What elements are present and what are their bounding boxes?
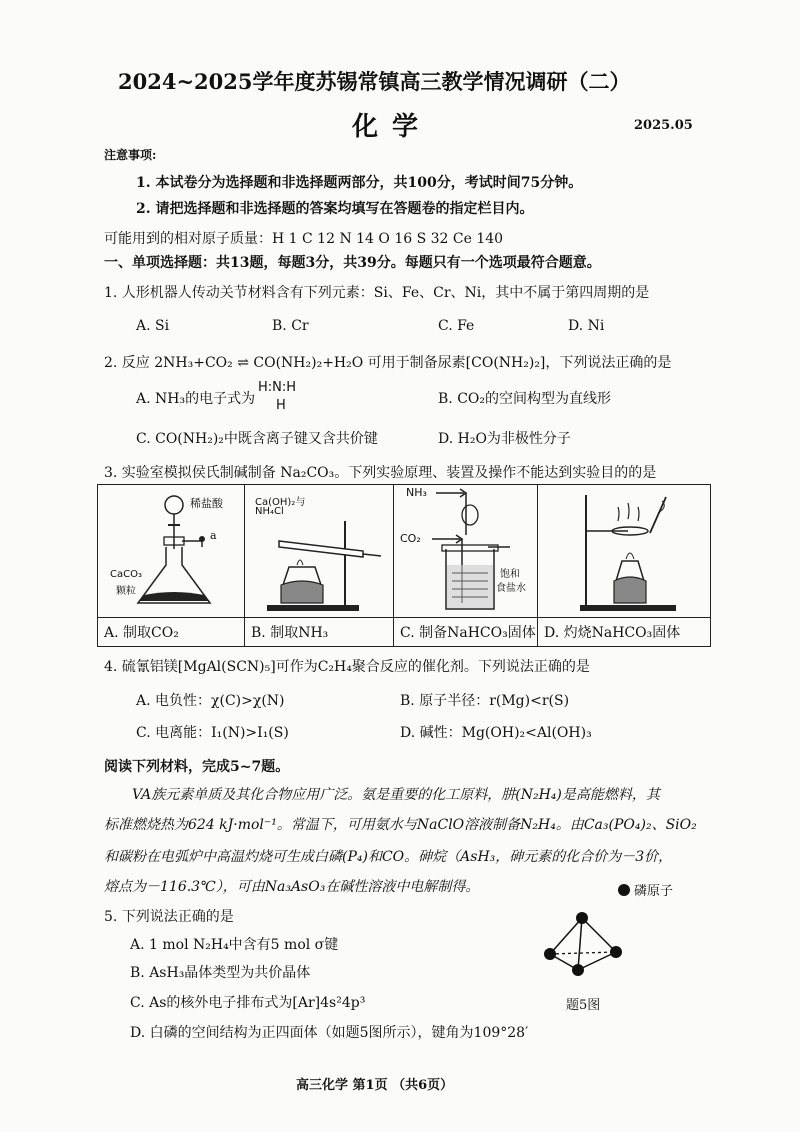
q1-option-c: C. Fe — [438, 318, 475, 334]
q1-option-a: A. Si — [136, 318, 170, 334]
notes-heading: 注意事项: — [104, 148, 157, 162]
q2-option-a: A. NH₃的电子式为 — [136, 391, 256, 407]
q4-option-a: A. 电负性：χ(C)>χ(N) — [136, 693, 285, 709]
q5-option-a: A. 1 mol N₂H₄中含有5 mol σ键 — [130, 937, 339, 953]
q3-apparatus-table — [97, 484, 711, 647]
legend-label: 磷原子 — [634, 884, 674, 899]
apparatus-d — [538, 485, 710, 617]
apparatus-a — [98, 485, 244, 617]
calcination-diagram — [538, 485, 710, 617]
q5-option-b: B. AsH₃晶体类型为共价晶体 — [130, 965, 311, 981]
q1-stem: 1. 人形机器人传动关节材料含有下列元素：Si、Fe、Cr、Ni，其中不属于第四周期的是 — [104, 285, 650, 301]
nahco3-preparation-diagram — [394, 485, 537, 617]
apparatus-b — [245, 485, 393, 617]
caption-d: D. 灼烧NaHCO₃固体 — [538, 618, 711, 647]
q1-option-b: B. Cr — [272, 318, 309, 334]
label-co2-inlet: CO₂ — [400, 532, 421, 545]
label-nh4cl: NH₄Cl — [255, 506, 284, 517]
subject-title: 化学 — [352, 112, 433, 142]
exam-date: 2025.05 — [634, 118, 693, 133]
label-saturated: 饱和 — [500, 569, 520, 580]
note-item-1: 1. 本试卷分为选择题和非选择题两部分，共100分，考试时间75分钟。 — [136, 175, 583, 191]
note-item-2: 2. 请把选择题和非选择题的答案均填写在答题卷的指定栏目内。 — [136, 201, 534, 217]
label-granules: 颗粒 — [116, 586, 136, 597]
label-caoh2: Ca(OH)₂与 — [255, 497, 306, 508]
q5-option-c: C. As的核外电子排布式为[Ar]4s²4p³ — [130, 995, 366, 1011]
q4-option-c: C. 电离能：I₁(N)>I₁(S) — [136, 725, 289, 741]
reading-line-3: 和碳粉在电弧炉中高温灼烧可生成白磷(P₄)和CO。砷烷（AsH₃，砷元素的化合价为－3价， — [104, 849, 673, 865]
reading-line-4: 熔点为－116.3℃），可由Na₃AsO₃在碱性溶液中电解制得。 — [104, 879, 480, 895]
label-port-a: a — [210, 529, 217, 542]
legend-atom-icon — [618, 884, 630, 896]
caption-b: B. 制取NH₃ — [245, 618, 394, 647]
label-dilute-hcl: 稀盐酸 — [190, 497, 223, 510]
q2-stem: 2. 反应 2NH₃+CO₂ ⇌ CO(NH₂)₂+H₂O 可用于制备尿素[CO(NH₂)₂]，下列说法正确的是 — [104, 355, 672, 371]
nh3-electron-formula: H:N:H — [258, 380, 297, 395]
label-nh3-inlet: NH₃ — [406, 486, 427, 499]
label-brine: 食盐水 — [496, 583, 526, 594]
q5-stem: 5. 下列说法正确的是 — [104, 909, 234, 925]
atomic-mass-line: 可能用到的相对原子质量：H 1 C 12 N 14 O 16 S 32 Ce 140 — [104, 231, 504, 247]
caption-c: C. 制备NaHCO₃固体 — [394, 618, 538, 647]
label-caco3: CaCO₃ — [110, 569, 142, 580]
exam-title: 2024~2025学年度苏锡常镇高三教学情况调研（二） — [118, 69, 631, 94]
q4-option-d: D. 碱性：Mg(OH)₂<Al(OH)₃ — [400, 725, 592, 741]
white-phosphorus-figure — [530, 880, 710, 990]
q4-stem: 4. 硫氰铝镁[MgAl(SCN)₅]可作为C₂H₄聚合反应的催化剂。下列说法正确的是 — [104, 659, 590, 675]
nh3-electron-formula-h: H — [276, 398, 286, 413]
reading-line-2: 标准燃烧热为624 kJ·mol⁻¹。常温下，可用氨水与NaClO溶液制备N₂H₄。由Ca₃(PO₄)₂、SiO₂ — [104, 817, 697, 833]
figure-caption: 题5图 — [566, 998, 601, 1013]
q4-option-b: B. 原子半径：r(Mg)<r(S) — [400, 693, 570, 709]
q1-option-d: D. Ni — [568, 318, 605, 334]
q5-option-d: D. 白磷的空间结构为正四面体（如题5图所示），键角为109°28′ — [130, 1025, 529, 1041]
q2-option-c: C. CO(NH₂)₂中既含离子键又含共价键 — [136, 431, 378, 447]
reading-heading: 阅读下列材料，完成5~7题。 — [104, 759, 290, 775]
section-heading: 一、单项选择题：共13题，每题3分，共39分。每题只有一个选项最符合题意。 — [104, 255, 601, 271]
q2-option-b: B. CO₂的空间构型为直线形 — [438, 391, 611, 407]
page-footer: 高三化学 第1页 （共6页） — [296, 1078, 454, 1093]
caption-a: A. 制取CO₂ — [98, 618, 245, 647]
apparatus-c — [394, 485, 537, 617]
q3-stem: 3. 实验室模拟侯氏制碱制备 Na₂CO₃。下列实验原理、装置及操作不能达到实验目的的是 — [104, 465, 657, 481]
reading-line-1: VA族元素单质及其化合物应用广泛。氨是重要的化工原料，肼(N₂H₄)是高能燃料，其 — [132, 787, 660, 803]
q2-option-d: D. H₂O为非极性分子 — [438, 431, 571, 447]
